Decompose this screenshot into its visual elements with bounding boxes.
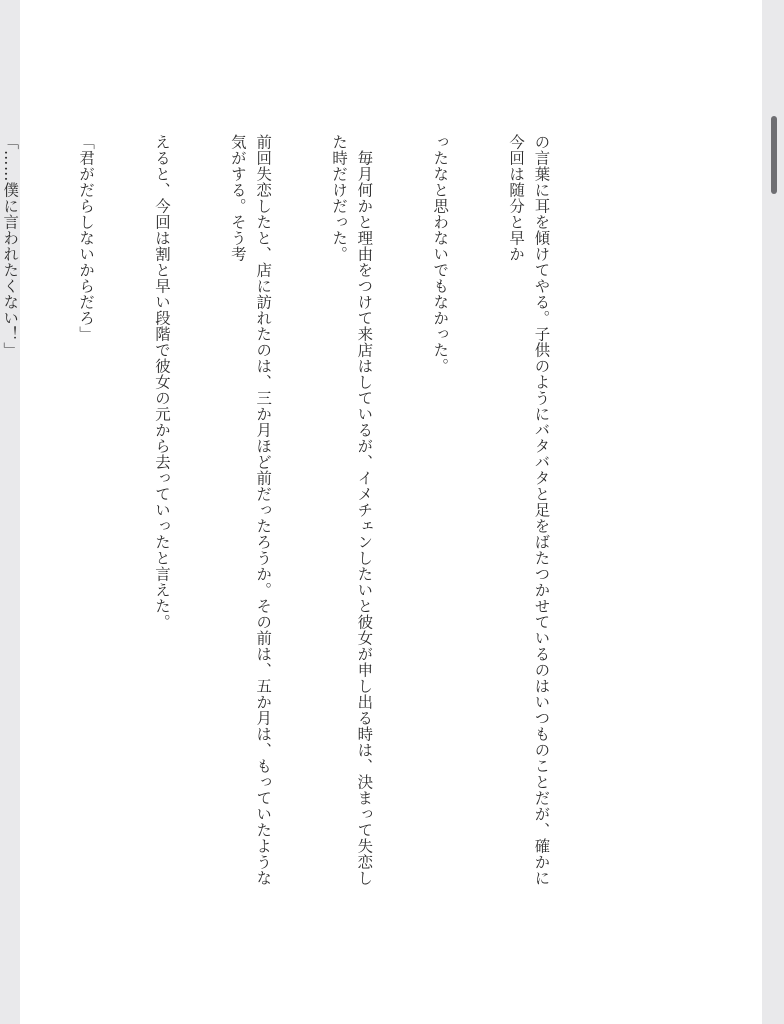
text-line: 毎月何かと理由をつけて来店はしているが、イメチェンしたいと彼女が申し出る時は、決まって失恋した時だけだった。 [330,134,374,886]
vertical-text-body [0,134,604,894]
text-line: 前回失恋したと、店に訪れたのは、三か月ほど前だったろうか。その前は、五か月は、もっていたような気がする。そう考 [228,134,273,886]
text-line: の言葉に耳を傾けてやる。子供のようにバタバタと足をばたつかせているのはいつものことだが、確かに今回は随分と早か [507,134,551,886]
text-line: 「君がだらしないからだろ」 [77,134,96,342]
text-line: 「……僕に言われたくない！」 [1,134,20,358]
text-line: えると、今回は割と早い段階で彼女の元から去っていったと言えた。 [152,134,171,630]
text-line: ったなと思わないでもなかった。 [431,134,450,374]
document-page [1,0,762,1024]
scrollbar-thumb[interactable] [771,116,777,194]
